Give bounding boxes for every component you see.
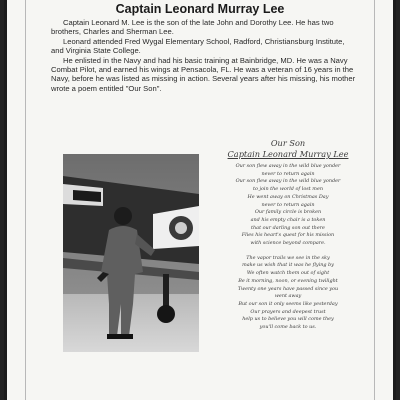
poem-title: Our Son [270, 138, 306, 148]
poem-line: Our prayers and deepest trust [250, 308, 326, 315]
biography [51, 18, 356, 93]
poem-stanza-1 [213, 163, 363, 248]
poem-line: and his empty chair is a token [250, 216, 326, 223]
poem-line: never to return again [261, 201, 315, 208]
poem-line: you'll come back to us. [259, 324, 317, 331]
poem-line: Flies his heart's quest for his mission [241, 232, 335, 239]
poem-line: make us wish that it was he flying by [242, 262, 334, 269]
poem-line: that our darling son out there [251, 224, 325, 231]
pilot-photo [63, 154, 199, 352]
memorial-page [4, 0, 396, 400]
bio-paragraph-navy: He enlisted in the Navy and had his basic training at Bainbridge, MD. He was a Navy Combat Pilot, and earned his wings at Pensacola, FL. He was a veteran of 16 years in the Navy, before he was listed as missing in action. Several years after his missing, his mother wrote a poem entitled "Our Son". [51, 55, 356, 93]
pilot-photo-image [63, 154, 199, 352]
stanza-gap [213, 248, 363, 255]
poem-line: help us to believe you will come they [242, 316, 334, 323]
poem [213, 138, 363, 332]
poem-stanza-2 [213, 255, 363, 332]
poem-line: Our family circle is broken [254, 209, 322, 216]
poem-line: went away [274, 293, 302, 300]
poem-line: He went away on Christmas Day [247, 193, 329, 200]
page-title: Captain Leonard Murray Lee [115, 2, 285, 16]
poem-line: with science beyond compare. [250, 240, 326, 247]
poem-line: Twenty one years have passed since you [237, 285, 339, 292]
bio-paragraph-family: Captain Leonard M. Lee is the son of the late John and Dorothy Lee. He has two brothers, Charles and Sherman Lee. [51, 18, 334, 37]
poem-line: to join the world of lost men [252, 186, 323, 193]
poem-subtitle: Captain Leonard Murray Lee [227, 149, 349, 159]
poem-line: Our son flew away in the wild blue yonder [235, 163, 341, 169]
poem-line: But our son it only seems like yesterday [238, 300, 338, 307]
poem-line: Our son flew away in the wild blue yonder [235, 178, 341, 185]
poem-line: Be it morning, noon, or evening twilight [238, 277, 338, 284]
poem-line: never to return again [261, 170, 315, 177]
poem-line: The vapor trails we see in the sky [246, 254, 330, 261]
poem-line: We often watch them out of sight [246, 270, 330, 277]
bio-paragraph-education: Leonard attended Fred Wygal Elementary School, Radford, Christiansburg Institute, and Virginia State College. [51, 36, 345, 56]
